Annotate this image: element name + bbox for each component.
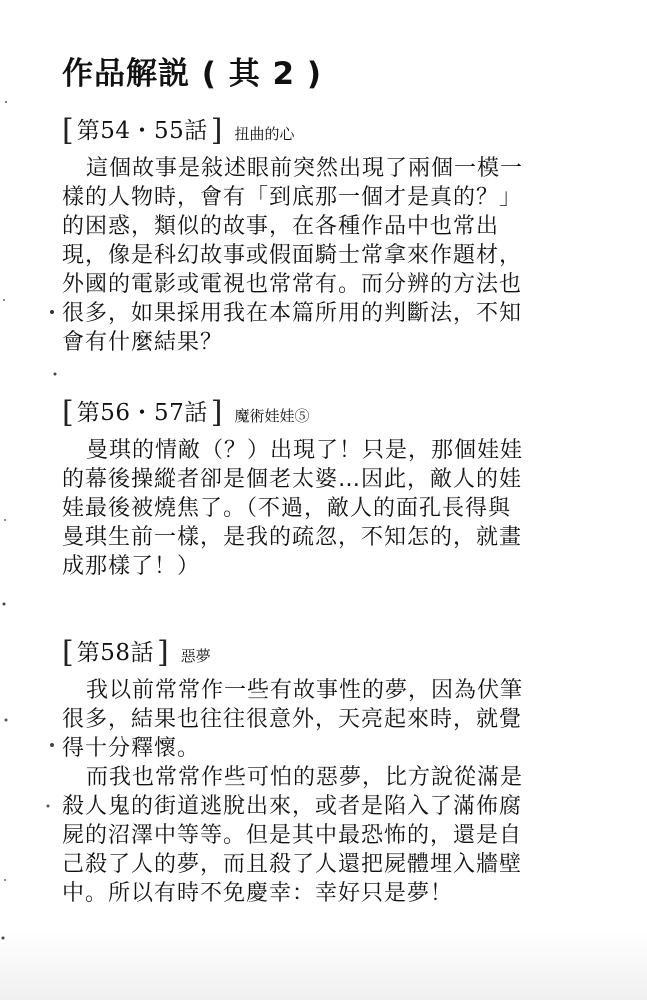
episode-number: 第56・57話 xyxy=(76,400,208,426)
open-bracket: [ xyxy=(62,113,74,148)
paragraph: 我以前常常作一些有故事性的夢，因為伏筆很多，結果也往往很意外，天亮起來時，就覺得十分釋懷。 xyxy=(62,678,524,761)
section-ep56-57 xyxy=(62,394,532,581)
section-header xyxy=(62,634,532,668)
episode-number: 第54・55話 xyxy=(76,118,208,144)
section-header xyxy=(62,394,532,428)
paragraph: 而我也常常作些可怕的惡夢，比方說從滿是殺人鬼的街道逃脫出來，或者是陷入了滿佈腐屍的沼澤中等等。但是其中最恐怖的，還是自己殺了人的夢，而且殺了人還把屍體埋入牆壁中。所以有時不免慶幸：幸好只是夢！ xyxy=(62,765,524,906)
section-body xyxy=(62,676,532,908)
scan-shadow xyxy=(0,930,647,1000)
paragraph: 曼琪的情敵（？）出現了！只是，那個娃娃的幕後操縱者卻是個老太婆…因此，敵人的娃娃最後被燒焦了。（不過，敵人的面孔長得與曼琪生前一樣，是我的疏忽，不知怎的，就畫成那樣了！） xyxy=(62,438,524,579)
section-ep54-55 xyxy=(62,112,532,357)
episode-subtitle: 扭曲的心 xyxy=(234,125,295,143)
section-ep58 xyxy=(62,634,532,908)
episode-number: 第58話 xyxy=(76,640,154,666)
section-body xyxy=(62,436,532,581)
page-title: 作品解説 ( 其 2 ) xyxy=(62,56,323,92)
close-bracket: ] xyxy=(157,635,169,670)
section-header xyxy=(62,112,532,146)
section-body xyxy=(62,154,532,357)
episode-subtitle: 惡夢 xyxy=(180,647,211,665)
episode-subtitle: 魔術娃娃⑤ xyxy=(234,407,310,425)
open-bracket: [ xyxy=(62,395,74,430)
paragraph: 這個故事是敍述眼前突然出現了兩個一模一樣的人物時，會有「到底那一個才是真的？」的困惑，類似的故事，在各種作品中也常出現，像是科幻故事或假面騎士常拿來作題材，外國的電影或電視也常常有。而分辨的方法也很多，如果採用我在本篇所用的判斷法，不知會有什麼結果？ xyxy=(62,156,524,355)
close-bracket: ] xyxy=(210,113,223,148)
close-bracket: ] xyxy=(210,395,223,430)
open-bracket: [ xyxy=(62,635,74,670)
